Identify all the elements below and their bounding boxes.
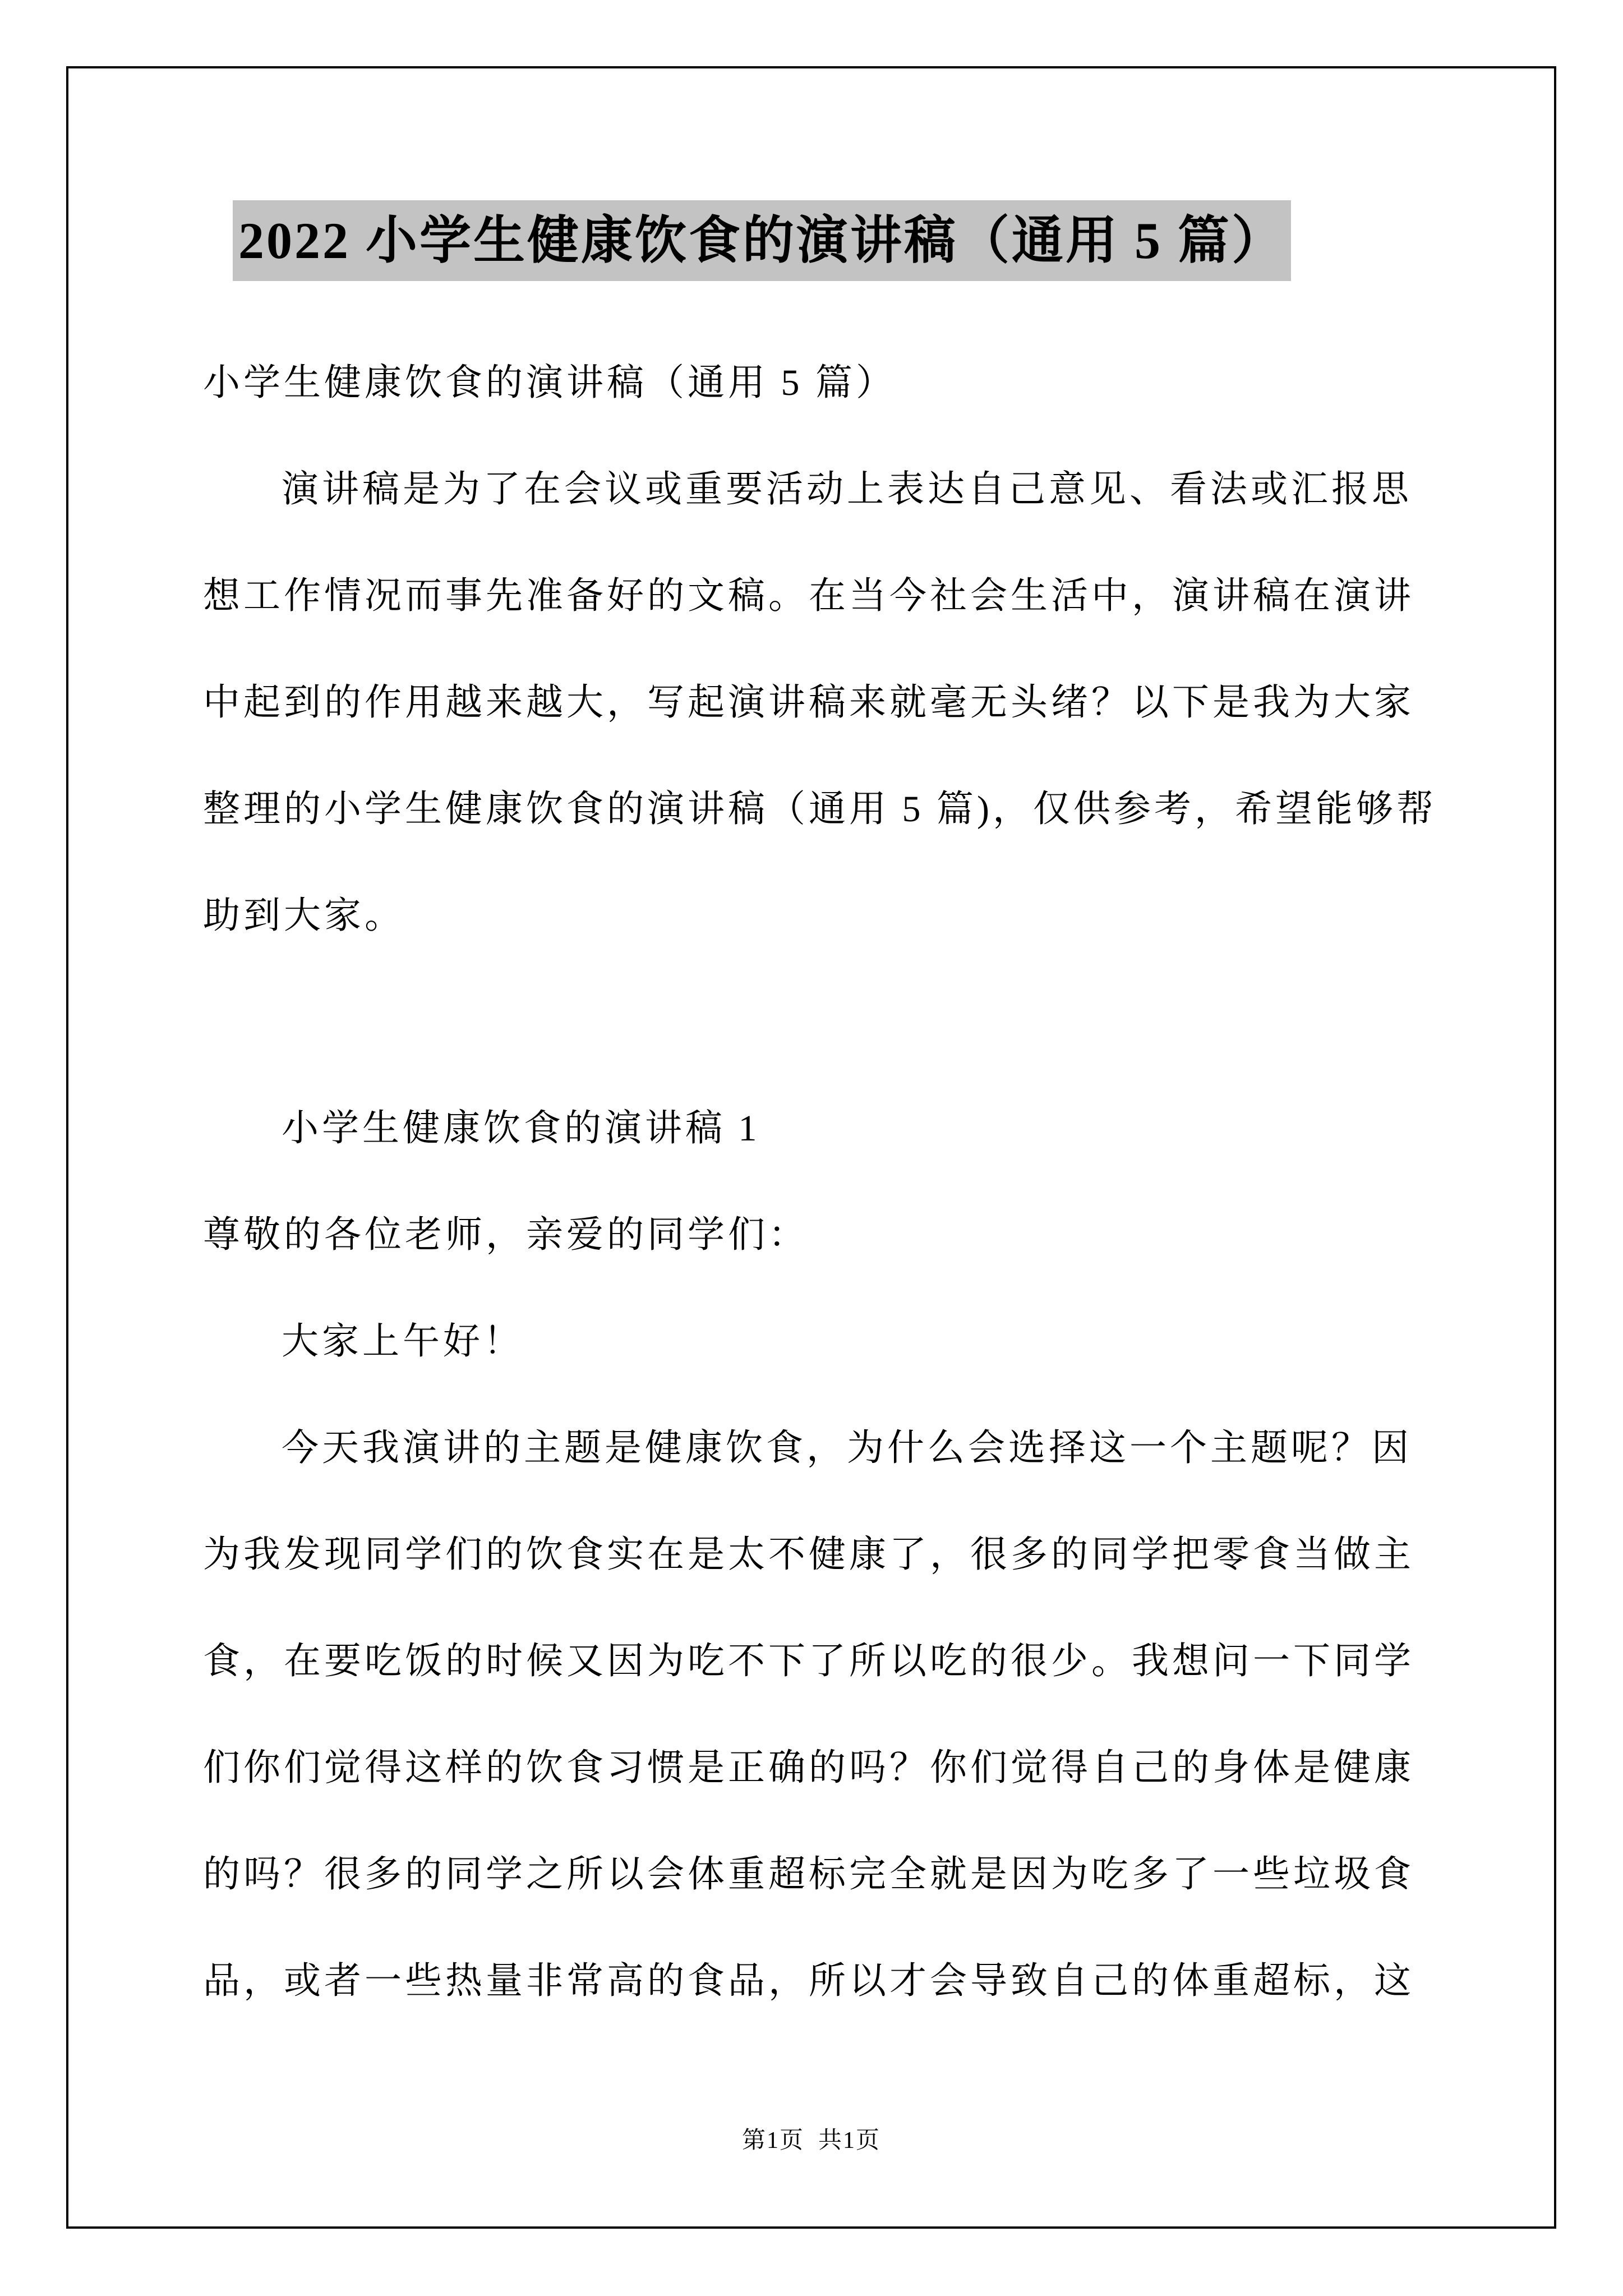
paragraph-line: 为我发现同学们的饮食实在是太不健康了，很多的同学把零食当做主 [203, 1534, 1414, 1575]
paragraph-line: 食，在要吃饭的时候又因为吃不下了所以吃的很少。我想问一下同学 [203, 1641, 1414, 1682]
section-heading: 小学生健康饮食的演讲稿 1 [282, 1108, 760, 1149]
paragraph-line: 想工作情况而事先准备好的文稿。在当今社会生活中，演讲稿在演讲 [203, 576, 1414, 616]
paragraph-line: 们你们觉得这样的饮食习惯是正确的吗？你们觉得自己的身体是健康 [203, 1747, 1414, 1788]
paragraph-line: 整理的小学生健康饮食的演讲稿（通用 5 篇)，仅供参考，希望能够帮 [203, 789, 1437, 830]
paragraph-line: 大家上午好！ [282, 1321, 524, 1362]
paragraph-line: 品，或者一些热量非常高的食品，所以才会导致自己的体重超标，这 [203, 1961, 1414, 2001]
document-title: 2022 小学生健康饮食的演讲稿（通用 5 篇） [233, 200, 1291, 281]
paragraph-line: 小学生健康饮食的演讲稿（通用 5 篇） [203, 362, 896, 403]
paragraph-line: 的吗？很多的同学之所以会体重超标完全就是因为吃多了一些垃圾食 [203, 1854, 1414, 1895]
paragraph-line: 今天我演讲的主题是健康饮食，为什么会选择这一个主题呢？因 [282, 1428, 1412, 1469]
paragraph-line: 中起到的作用越来越大，写起演讲稿来就毫无头绪？以下是我为大家 [203, 682, 1414, 723]
page-number-footer: 第1页 共1页 [741, 2128, 880, 2154]
paragraph-line: 尊敬的各位老师，亲爱的同学们： [203, 1214, 809, 1255]
paragraph-line: 演讲稿是为了在会议或重要活动上表达自己意见、看法或汇报思 [282, 469, 1412, 510]
paragraph-line: 助到大家。 [203, 895, 405, 936]
